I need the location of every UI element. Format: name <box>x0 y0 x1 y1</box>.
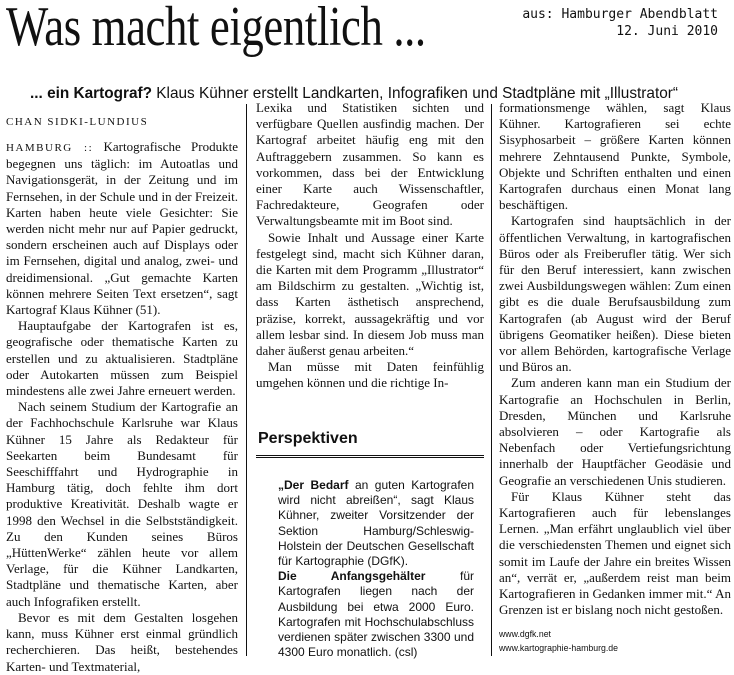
box-paragraph-text: für Kartografen liegen nach der Ausbildung bei etwa 2000 Euro. Kartografen mit Hochschulabschluss verdienen später zwischen 3300 und 4300 Euro monatlich. (csl) <box>278 569 474 660</box>
reference-links <box>499 628 618 656</box>
paragraph: Lexika und Statistiken sichten und verfügbare Quellen ausfindig machen. Der Kartograf arbeitet häufig eng mit den Auftraggebern zusammen. So kann es vorkommen, dass bei der Entwicklung einer Karte auch Wissenschaftler, Fachredakteure, Geografen oder Verwaltungsbeamte mit im Boot sind. <box>256 100 484 229</box>
subheadline-lead: ... ein Kartograf? <box>30 85 153 102</box>
author-byline: CHAN SIDKI-LUNDIUS <box>6 116 149 128</box>
article-column-2 <box>256 100 484 392</box>
paragraph: Zum anderen kann man ein Studium der Kartografie an Hochschulen in Berlin, Dresden, München und Karlsruhe absolvieren – oder Kartografie als Nebenfach oder Vertiefungsrichtung innerhalb der Hauptfächer Geodäsie und Geografie an verschiedenen Unis studieren. <box>499 375 731 488</box>
perspectives-box <box>278 478 474 660</box>
link-dgfk[interactable]: www.dgfk.net <box>499 629 551 640</box>
box-paragraph-lead: „Der Bedarf <box>278 478 349 492</box>
dateline: HAMBURG :: <box>6 142 94 154</box>
link-kartographie-hamburg[interactable]: www.kartographie-hamburg.de <box>499 643 619 654</box>
source-date: 12. Juni 2010 <box>616 24 718 39</box>
paragraph-text: Kartografische Produkte begegnen uns täglich: im Autoatlas und Navigationsgerät, in der Zeitung und im Fernsehen, in der Schule und in der Freizeit. Karten haben heute viele Gesichter: Sie werden nicht mehr nur auf Papier gedruckt, sondern erscheinen auch auf Displays oder im Fernsehen, digital und analog, zwei- und dreidimensional. „Gut gemachte Karten können mehrere Seiten Text ersetzen“, sagt Kartograf Klaus Kühner (51). <box>6 139 238 318</box>
article-column-1 <box>6 139 238 675</box>
headline: Was macht eigentlich ... <box>6 0 426 58</box>
column-divider-1 <box>246 104 247 656</box>
paragraph: Sowie Inhalt und Aussage einer Karte festgelegt sind, macht sich Kühner daran, die Karten mit dem Programm „Illustrator“ am Bildschirm zu gestalten. „Wichtig ist, dass Karten ästhetisch ansprechend, präzise, korrekt, aussagekräftig und vor allem lesbar sind. In diesem Job muss man daher äußerst genau arbeiten.“ <box>256 229 484 359</box>
box-paragraph-text: an guten Kartografen wird nicht abreißen“, sagt Klaus Kühner, zweiter Vorsitzender der Sektion Hamburg/Schleswig-Holstein der Deutschen Gesellschaft für Kartographie (DGfK). <box>278 478 474 569</box>
box-divider <box>256 455 484 458</box>
box-title: Perspektiven <box>258 430 358 447</box>
paragraph: Für Klaus Kühner steht das Kartografieren auch für lebenslanges Lernen. „Man erfährt unglaublich viel über die verschiedensten Themen und eignet sich somit im Laufe der Jahre ein breites Wissen an“, verrät er, „außerdem reist man beim Kartografieren in Gedanken immer mit.“ An Grenzen ist er bislang noch nicht gestoßen. <box>499 488 731 618</box>
subheadline-rest: Klaus Kühner erstellt Landkarten, Infografiken und Stadtpläne mit „Illustrator“ <box>152 85 678 102</box>
paragraph: formationsmenge wählen, sagt Klaus Kühner. Kartografieren sei echte Sisyphosarbeit – größere Karten können mehrere Zehntausend Punkte, Symbole, Objekte und Schriften enthalten und einen Kartografen durchaus einen Monat lang beschäftigen. <box>499 100 731 213</box>
paragraph: Man müsse mit Daten feinfühlig umgehen können und die richtige In- <box>256 359 484 391</box>
box-paragraph <box>278 569 474 660</box>
column-divider-2 <box>491 104 492 656</box>
source-publication: aus: Hamburger Abendblatt <box>522 7 718 22</box>
paragraph <box>6 139 238 318</box>
article-column-3 <box>499 100 731 619</box>
paragraph: Kartografen sind hauptsächlich in der öffentlichen Verwaltung, in kartografischen Büros oder als Freiberufler tätig. Wer sich für den Beruf interessiert, kann zwischen zwei Ausbildungswegen wählen: Zum einen gibt es die duale Berufsausbildung zum Kartografen (ab August wird der Beruf übrigens Geomatiker heißen). Diese bieten vor allem Behörden, kartografische Verlage und Büros an. <box>499 213 731 375</box>
source-note <box>522 6 718 40</box>
box-paragraph <box>278 478 474 569</box>
paragraph: Bevor es mit dem Gestalten losgehen kann, muss Kühner erst einmal gründlich recherchieren. Das heißt, bestehendes Karten- und Textmaterial, <box>6 609 238 674</box>
box-paragraph-lead: Die Anfangsgehälter <box>278 569 426 584</box>
paragraph: Nach seinem Studium der Kartografie an der Fachhochschule Karlsruhe war Klaus Kühner 15 Jahre als Redakteur für Seekarten beim Bundesamt für Seeschifffahrt und Hydrographie in Hamburg tätig, doch fehlte ihm dort produktive Kreativität. Deshalb wagte er 1998 den Wechsel in die Selbstständigkeit. Zu den Kunden seines Büros „HüttenWerke“ zählen heute vor allem Verlage, für die Kühner Landkarten, Stadtpläne und thematische Karten, aber auch Infografiken erstellt. <box>6 399 238 609</box>
paragraph: Hauptaufgabe der Kartografen ist es, geografische oder thematische Karten zu erstellen und zu aktualisieren. Stadtpläne oder Autokarten müssen zum Beispiel mindestens alle zwei Jahre erneuert werden. <box>6 318 238 399</box>
